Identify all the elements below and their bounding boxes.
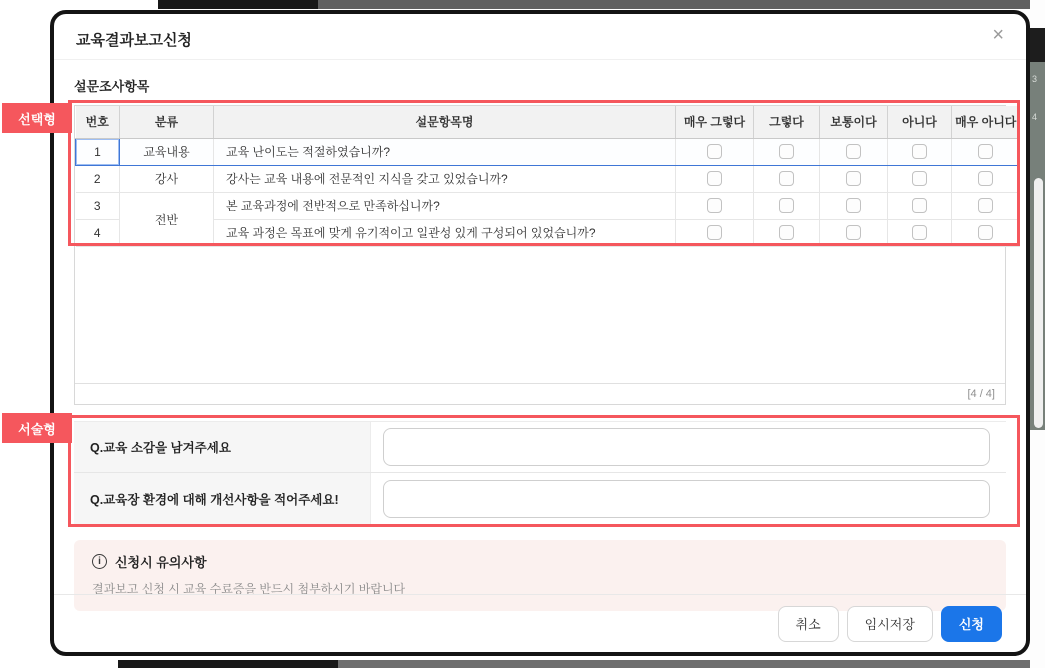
rating-checkbox[interactable] [779,144,794,159]
cancel-button[interactable]: 취소 [778,606,839,642]
notice-title-row [92,552,988,571]
modal-title: 교육결과보고신청 [76,32,192,49]
row-counter: [4 / 4] [75,383,1005,404]
notice-description: 결과보고 신청 시 교육 수료증을 반드시 첨부하시기 바랍니다 [92,582,406,596]
temp-save-button[interactable]: 임시저장 [847,606,933,642]
survey-row-2 [76,165,1020,192]
modal-body [54,76,1026,611]
survey-row-1 [76,138,1020,165]
row-number-cell[interactable]: 4 [76,219,120,246]
rating-checkbox[interactable] [779,198,794,213]
column-header-neutral: 보통이다 [820,106,888,138]
essay-input-cell [371,422,1006,472]
notice-title: 신청시 유의사항 [115,555,207,570]
essay-question-section [74,421,1006,525]
rating-checkbox[interactable] [846,171,861,186]
essay-question-label: Q.교육장 환경에 대해 개선사항을 적어주세요! [74,473,371,524]
row-number-cell[interactable]: 2 [76,165,120,192]
education-result-report-modal [50,10,1030,656]
rating-checkbox[interactable] [978,144,993,159]
background-page-bottom-edge [118,660,1035,668]
rating-checkbox[interactable] [779,171,794,186]
survey-section-title: 설문조사항목 [74,79,150,94]
survey-header-row [76,106,1020,138]
rating-checkbox[interactable] [707,198,722,213]
essay-type-annotation-badge: 서술형 [2,413,72,443]
category-cell[interactable]: 교육내용 [120,138,214,165]
question-cell[interactable]: 교육 과정은 목표에 맞게 유기적이고 일관성 있게 구성되어 있었습니까? [214,219,676,246]
essay-row [74,473,1006,524]
page-scrollbar-thumb[interactable] [1034,178,1043,428]
row-number-cell[interactable]: 1 [76,138,120,165]
survey-table-container [74,105,1017,405]
rating-checkbox[interactable] [846,198,861,213]
question-cell[interactable]: 강사는 교육 내용에 전문적인 지식을 갖고 있었습니까? [214,165,676,192]
question-cell[interactable]: 본 교육과정에 전반적으로 만족하십니까? [214,192,676,219]
rating-checkbox[interactable] [978,171,993,186]
background-dark-block [1030,28,1045,62]
select-type-annotation-badge: 선택형 [2,103,72,133]
rating-checkbox[interactable] [912,225,927,240]
background-page-top-edge [158,0,1030,9]
column-header-number: 번호 [76,106,120,138]
rating-checkbox[interactable] [912,198,927,213]
background-text-fragment: 4 [1032,112,1038,122]
column-header-agree: 그렇다 [754,106,820,138]
rating-checkbox[interactable] [846,225,861,240]
rating-checkbox[interactable] [978,225,993,240]
essay-input-cell [371,474,1006,524]
category-cell-merged[interactable]: 전반 [120,192,214,246]
background-text-fragment: 3 [1032,74,1038,84]
close-icon[interactable]: × [992,24,1004,46]
info-icon: i [92,554,107,569]
column-header-question: 설문항목명 [214,106,676,138]
rating-checkbox[interactable] [707,225,722,240]
rating-checkbox[interactable] [912,171,927,186]
table-empty-area [75,247,1005,384]
question-cell[interactable]: 교육 난이도는 적절하였습니까? [214,138,676,165]
survey-row-3 [76,192,1020,219]
essay-answer-input[interactable] [383,428,990,466]
category-cell[interactable]: 강사 [120,165,214,192]
modal-footer [54,594,1026,652]
survey-table [75,106,1020,247]
column-header-strongly-disagree: 매우 아니다 [952,106,1020,138]
row-number-cell[interactable]: 3 [76,192,120,219]
column-header-category: 분류 [120,106,214,138]
rating-checkbox[interactable] [707,144,722,159]
rating-checkbox[interactable] [912,144,927,159]
submit-button[interactable]: 신청 [941,606,1002,642]
essay-question-label: Q.교육 소감을 남겨주세요 [74,422,371,472]
survey-row-4 [76,219,1020,246]
rating-checkbox[interactable] [707,171,722,186]
essay-row [74,422,1006,473]
essay-answer-input[interactable] [383,480,990,518]
column-header-disagree: 아니다 [888,106,952,138]
rating-checkbox[interactable] [779,225,794,240]
rating-checkbox[interactable] [846,144,861,159]
column-header-strongly-agree: 매우 그렇다 [676,106,754,138]
modal-header [54,14,1026,60]
rating-checkbox[interactable] [978,198,993,213]
